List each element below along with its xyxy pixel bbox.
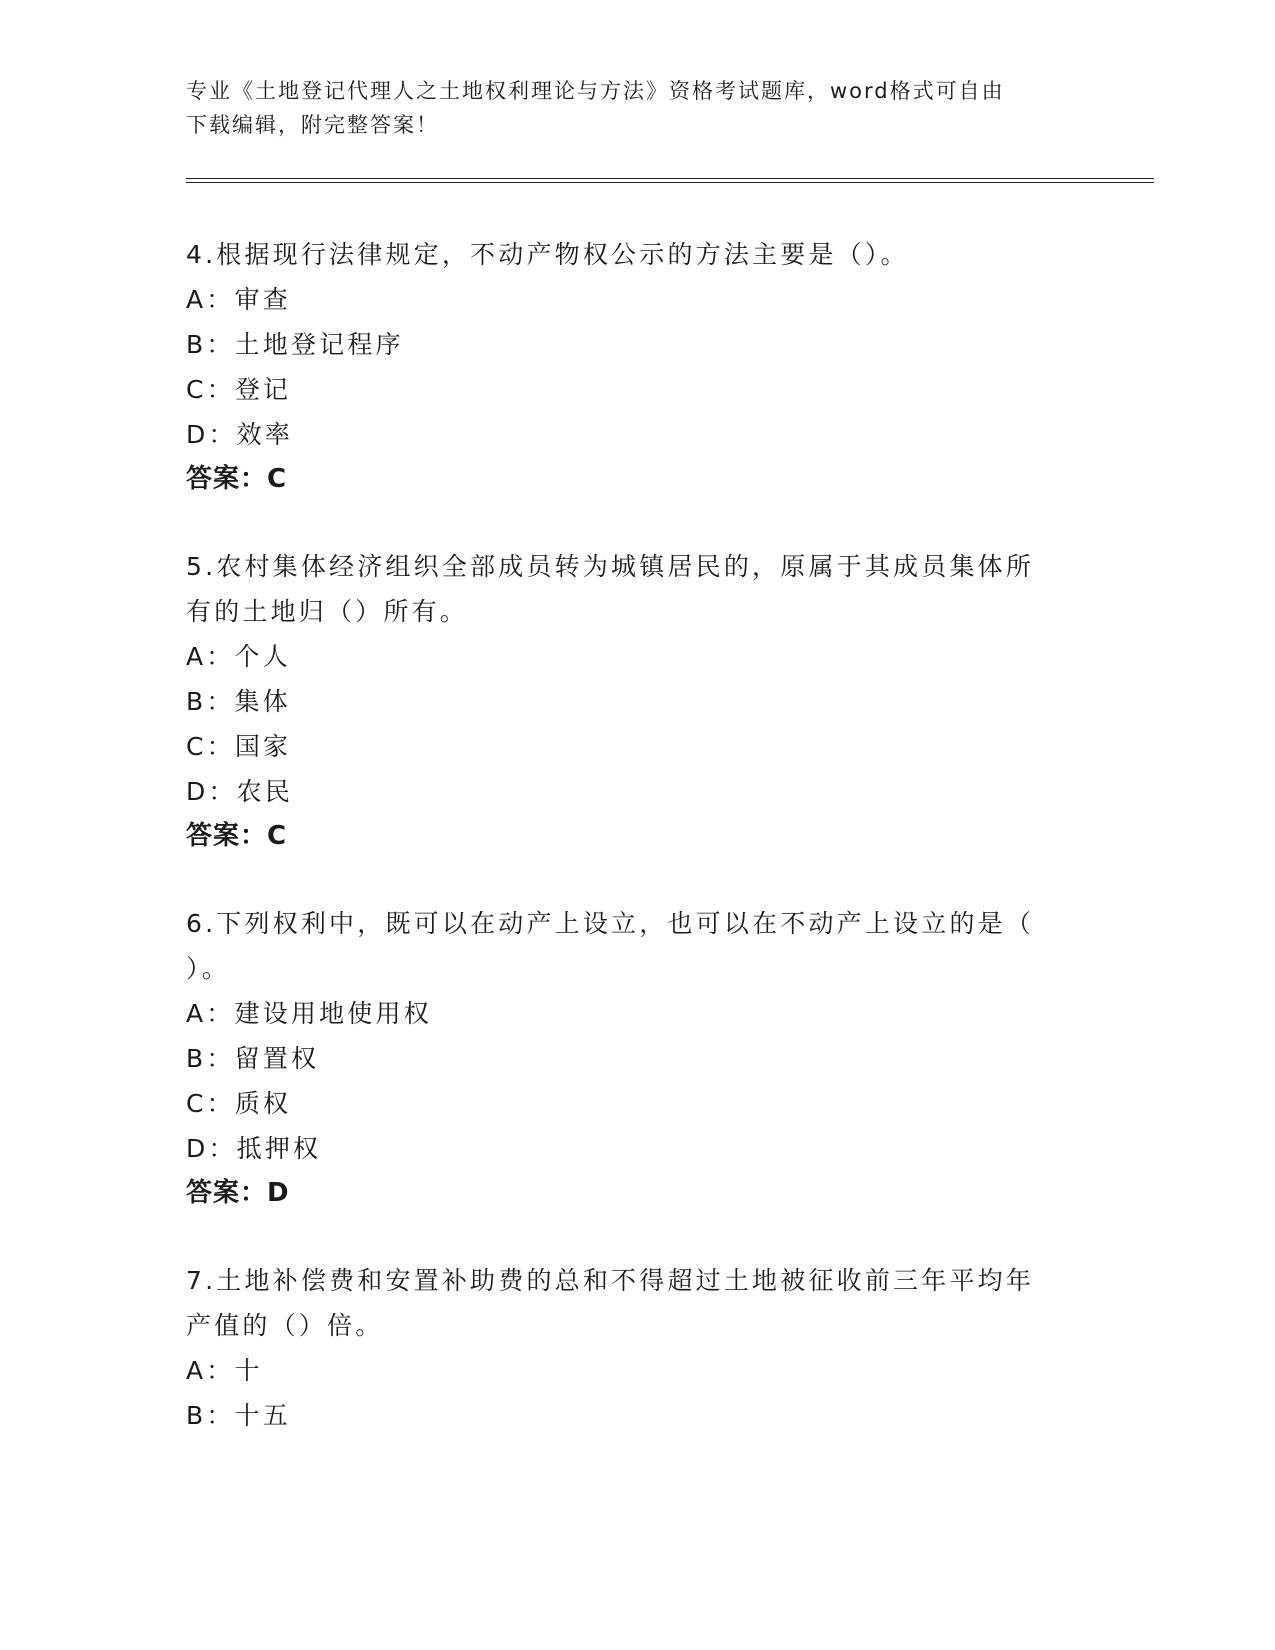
option-b: B：留置权 [186,1044,320,1073]
option-a: A：审查 [186,285,291,314]
question-stem-continued: 有的土地归（）所有。 [186,597,469,626]
option-b: B：十五 [186,1401,291,1430]
document-header [186,74,1066,142]
question-4 [186,232,1086,502]
option-c: C：国家 [186,732,292,761]
question-stem-continued: ）。 [186,954,230,983]
option-d: D：抵押权 [186,1134,322,1163]
question-6 [186,901,1086,1216]
option-a: A：个人 [186,642,291,671]
question-7 [186,1258,1086,1438]
option-a: A：十 [186,1356,263,1385]
header-divider [186,178,1154,183]
option-d: D：农民 [186,777,294,806]
option-c: C：质权 [186,1089,292,1118]
answer: 答案：C [186,821,288,851]
question-stem: 6.下列权利中，既可以在动产上设立，也可以在不动产上设立的是（ [186,909,1035,938]
question-list [186,232,1086,1480]
option-b: B：集体 [186,687,291,716]
option-a: A：建设用地使用权 [186,999,432,1028]
question-stem: 7.土地补偿费和安置补助费的总和不得超过土地被征收前三年平均年 [186,1266,1035,1295]
question-stem: 4.根据现行法律规定，不动产物权公示的方法主要是（）。 [186,240,909,269]
answer: 答案：D [186,1178,290,1208]
option-b: B：土地登记程序 [186,330,404,359]
option-c: C：登记 [186,375,292,404]
question-stem-continued: 产值的（）倍。 [186,1311,384,1340]
answer: 答案：C [186,464,288,494]
question-5 [186,544,1086,859]
question-stem: 5.农村集体经济组织全部成员转为城镇居民的，原属于其成员集体所 [186,552,1035,581]
option-d: D：效率 [186,420,294,449]
header-line-1: 专业《土地登记代理人之土地权利理论与方法》资格考试题库，word格式可自由 [186,79,1005,103]
header-line-2: 下载编辑，附完整答案！ [186,113,439,137]
